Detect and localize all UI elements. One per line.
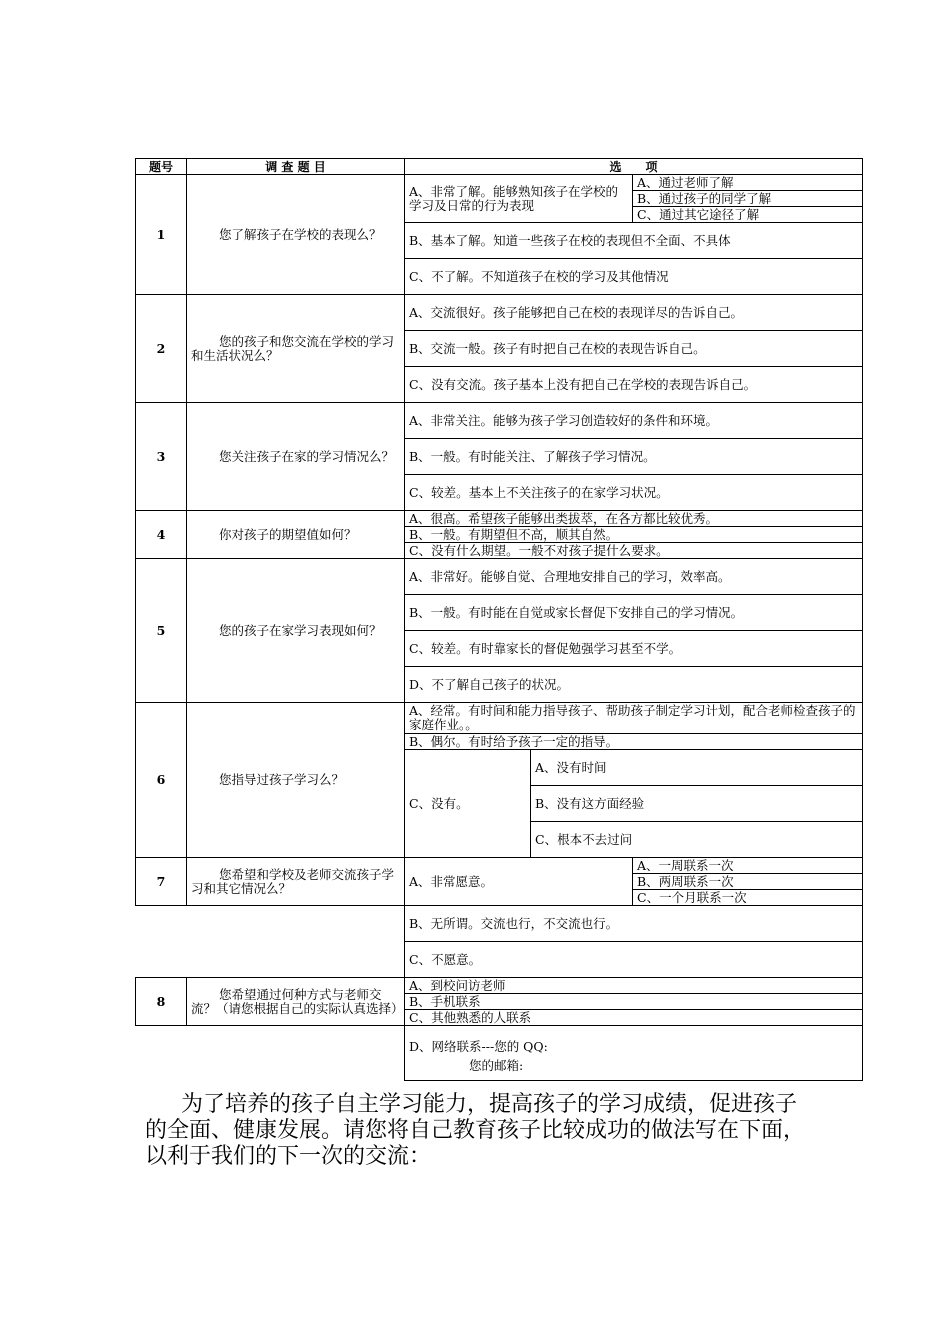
- q2-option: A、交流很好。孩子能够把自己在校的表现详尽的告诉自己。: [405, 295, 863, 331]
- survey-table: [135, 158, 863, 1081]
- q3-option: A、非常关注。能够为孩子学习创造较好的条件和环境。: [405, 403, 863, 439]
- q7-sub-option: A、一周联系一次: [633, 858, 863, 874]
- header-options: 选 项: [405, 159, 863, 175]
- header-question: 调 查 题 目: [187, 159, 405, 175]
- q2-option: C、没有交流。孩子基本上没有把自己在学校的表现告诉自己。: [405, 367, 863, 403]
- q8-option: C、其他熟悉的人联系: [405, 1010, 863, 1026]
- q8-option-d-qq: D、网络联系---您的 QQ:: [409, 1039, 548, 1054]
- q6-sub-option: C、根本不去过问: [531, 822, 863, 858]
- q6-text: 您指导过孩子学习么？: [187, 703, 405, 858]
- q8-option-d: [405, 1026, 863, 1081]
- q7-option-c: C、不愿意。: [405, 942, 863, 978]
- q6-option-c: C、没有。: [405, 750, 531, 858]
- q1-sub-option: C、通过其它途径了解: [633, 207, 863, 223]
- q4-option: A、很高。希望孩子能够出类拔萃，在各方都比较优秀。: [405, 511, 863, 527]
- q5-num: 5: [136, 559, 187, 703]
- q5-option: C、较差。有时靠家长的督促勉强学习甚至不学。: [405, 631, 863, 667]
- q8-option: B、手机联系: [405, 994, 863, 1010]
- q7-sub-option: C、一个月联系一次: [633, 890, 863, 906]
- q6-option-b: B、偶尔。有时给予孩子一定的指导。: [405, 734, 863, 750]
- q8-option: A、到校问访老师: [405, 978, 863, 994]
- q4-option: C、没有什么期望。一般不对孩子提什么要求。: [405, 543, 863, 559]
- q1-num: 1: [136, 175, 187, 295]
- q1-sub-option: B、通过孩子的同学了解: [633, 191, 863, 207]
- q3-text: 您关注孩子在家的学习情况么？: [187, 403, 405, 511]
- q2-num: 2: [136, 295, 187, 403]
- q3-option: C、较差。基本上不关注孩子的在家学习状况。: [405, 475, 863, 511]
- q5-option: D、不了解自己孩子的状况。: [405, 667, 863, 703]
- q1-option-b: B、基本了解。知道一些孩子在校的表现但不全面、不具体: [405, 223, 863, 259]
- q2-option: B、交流一般。孩子有时把自己在校的表现告诉自己。: [405, 331, 863, 367]
- q7-option-b: B、无所谓。交流也行，不交流也行。: [405, 906, 863, 942]
- q3-num: 3: [136, 403, 187, 511]
- q6-sub-option: A、没有时间: [531, 750, 863, 786]
- q6-num: 6: [136, 703, 187, 858]
- q8-num: 8: [136, 978, 187, 1026]
- q7-sub-option: B、两周联系一次: [633, 874, 863, 890]
- q7-option-a: A、非常愿意。: [405, 858, 633, 906]
- q8-option-d-email: 您的邮箱:: [469, 1058, 524, 1073]
- q7-text: 您希望和学校及老师交流孩子学习和其它情况么？: [187, 858, 405, 906]
- q1-text: 您了解孩子在学校的表现么？: [187, 175, 405, 295]
- q8-text: 您希望通过何种方式与老师交流？（请您根据自己的实际认真选择）: [187, 978, 405, 1026]
- q7-num: 7: [136, 858, 187, 906]
- q6-option-a: A、经常。有时间和能力指导孩子、帮助孩子制定学习计划，配合老师检查孩子的家庭作业。。: [405, 703, 863, 734]
- q6-sub-option: B、没有这方面经验: [531, 786, 863, 822]
- q5-option: B、一般。有时能在自觉或家长督促下安排自己的学习情况。: [405, 595, 863, 631]
- q5-option: A、非常好。能够自觉、合理地安排自己的学习，效率高。: [405, 559, 863, 595]
- q4-num: 4: [136, 511, 187, 559]
- q4-option: B、一般。有期望但不高，顺其自然。: [405, 527, 863, 543]
- q4-text: 你对孩子的期望值如何？: [187, 511, 405, 559]
- q2-text: 您的孩子和您交流在学校的学习和生活状况么？: [187, 295, 405, 403]
- q5-text: 您的孩子在家学习表现如何？: [187, 559, 405, 703]
- closing-paragraph: 为了培养的孩子自主学习能力，提高孩子的学习成绩，促进孩子的全面、健康发展。请您将自己教育孩子比较成功的做法写在下面，以利于我们的下一次的交流：: [145, 1092, 806, 1169]
- q1-option-a: A、非常了解。能够熟知孩子在学校的学习及日常的行为表现: [405, 175, 633, 223]
- header-num: 题号: [136, 159, 187, 175]
- survey-table-wrapper: [135, 158, 862, 1081]
- q1-sub-option: A、通过老师了解: [633, 175, 863, 191]
- q1-option-c: C、不了解。不知道孩子在校的学习及其他情况: [405, 259, 863, 295]
- q3-option: B、一般。有时能关注、了解孩子学习情况。: [405, 439, 863, 475]
